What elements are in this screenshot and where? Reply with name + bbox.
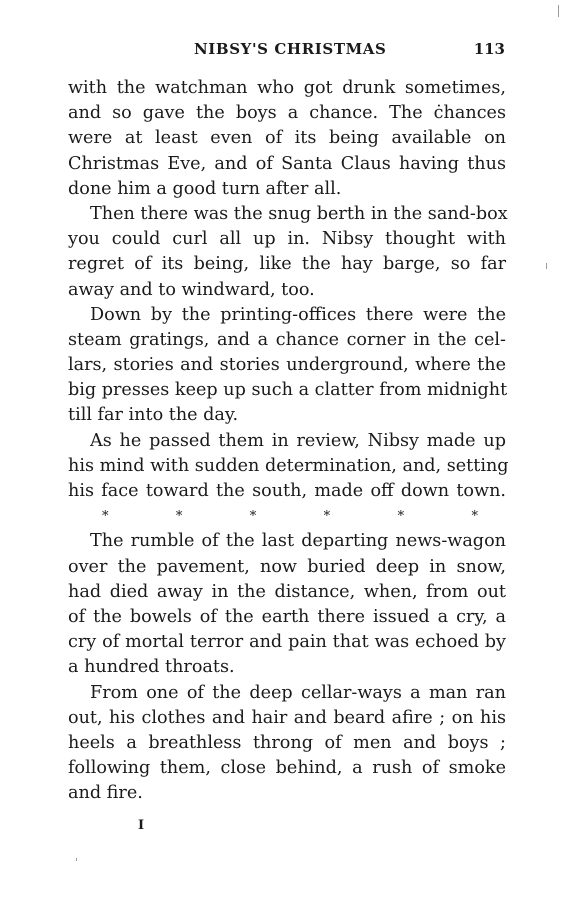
scan-speck [546, 263, 547, 269]
text-line: The rumble of the last departing news-wagon [90, 531, 506, 552]
text-line: As he passed them in review, Nibsy made up [90, 430, 506, 451]
text-line: a hundred throats. [68, 657, 235, 678]
asterisk: * [397, 509, 405, 525]
asterisk: * [102, 509, 109, 525]
text-line: out, his clothes and hair and beard afire ; on his [68, 707, 506, 728]
scan-speck [558, 5, 559, 17]
text-line: over the pavement, now buried deep in snow, [68, 556, 506, 577]
asterisk: * [471, 509, 478, 525]
text-line: Christmas Eve, and of Santa Claus having thus [68, 153, 506, 174]
text-line: done him a good turn after all. [68, 178, 342, 199]
paragraph [68, 202, 506, 303]
text-line: following them, close behind, a rush of smoke [68, 758, 506, 779]
text-body [68, 76, 509, 806]
text-line: away and to windward, too. [68, 279, 315, 300]
text-line: Down by the printing-offices there were the [90, 304, 506, 325]
asterisk: * [175, 509, 183, 525]
page-number: 113 [473, 40, 505, 58]
text-line: regret of its being, like the hay barge, so far [68, 254, 506, 275]
text-line: you could curl all up in. Nibsy thought with [68, 229, 506, 250]
running-head [70, 40, 505, 60]
asterisk: * [323, 509, 331, 525]
text-line: big presses keep up such a clatter from midnight [68, 380, 508, 401]
scan-speck [76, 858, 77, 861]
text-line: Then there was the snug berth in the sand-box [90, 203, 508, 224]
text-line: had died away in the distance, when, from out [68, 581, 506, 602]
paragraph [68, 429, 509, 505]
text-line: till far into the day. [68, 405, 239, 426]
text-line: cry of mortal terror and pain that was echoed by [68, 632, 506, 653]
section-break [68, 504, 506, 529]
text-line: with the watchman who got drunk sometimes, [68, 78, 506, 98]
text-line: lars, stories and stories underground, where the [68, 355, 506, 376]
text-line: of the bowels of the earth there issued a cry, a [68, 606, 506, 627]
text-line: and so gave the boys a chance. The ċhances [68, 103, 506, 124]
text-line: From one of the deep cellar-ways a man ran [90, 682, 506, 703]
text-line: were at least even of its being available on [68, 128, 506, 149]
text-line: his face toward the south, made off down town. [68, 481, 506, 501]
paragraph [68, 76, 506, 202]
paragraph [68, 681, 506, 807]
asterisk: * [249, 509, 257, 525]
text-line: heels a breathless throng of men and boys ; [68, 732, 506, 753]
paragraph [68, 529, 506, 680]
text-line: and fire. [68, 783, 143, 804]
paragraph [68, 303, 506, 429]
text-line: his mind with sudden determination, and, setting [68, 455, 509, 476]
text-line: steam gratings, and a chance corner in the cel- [68, 329, 506, 350]
signature-mark: I [138, 818, 145, 833]
running-title: NIBSY'S CHRISTMAS [194, 40, 387, 58]
